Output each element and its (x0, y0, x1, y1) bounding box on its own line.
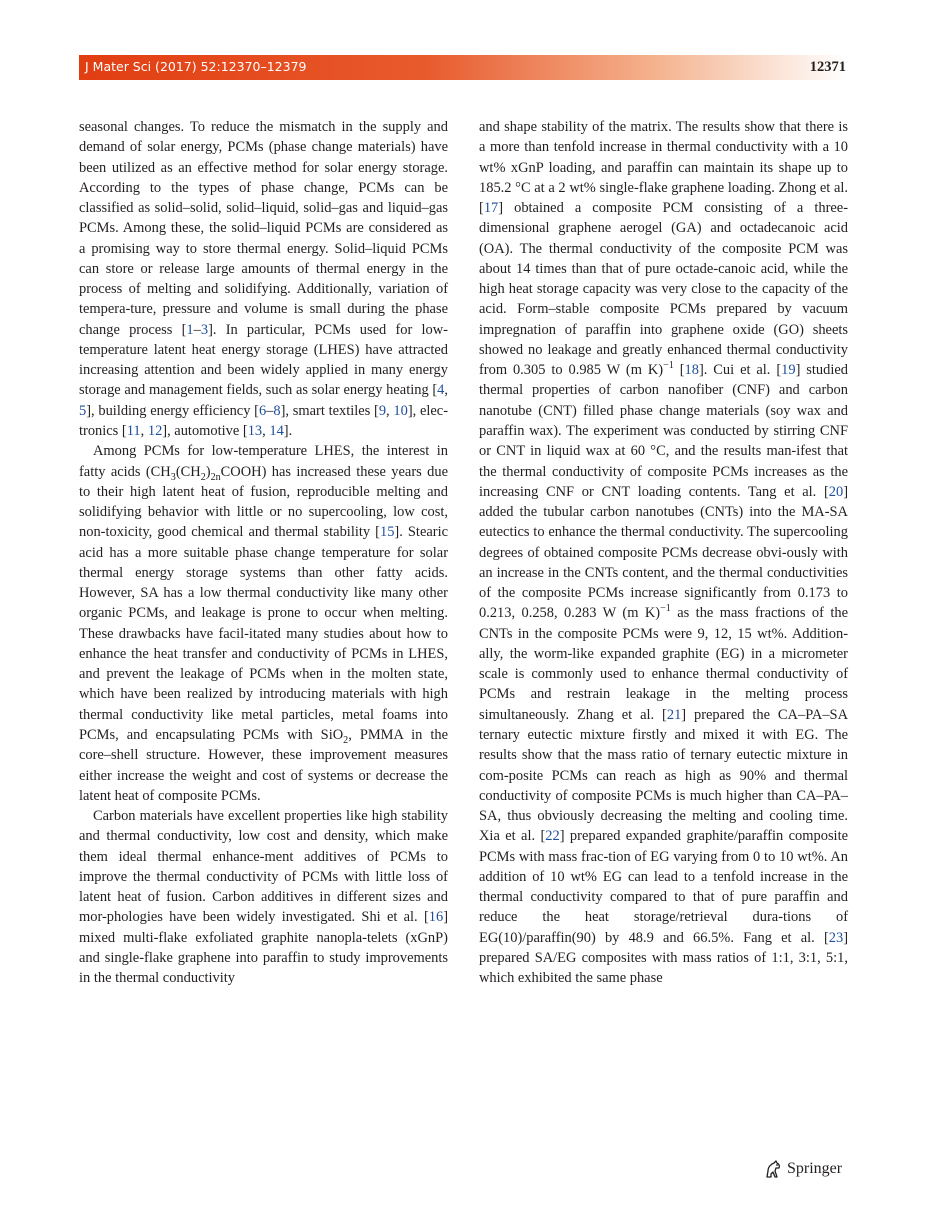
paragraph: Carbon materials have excellent properties like high stability and thermal conductivity, low cost and density, which make them ideal thermal enhance-ment additives of PCMs to improve the thermal conductivity of PCMs with little loss of latent heat of fusion. Carbon additives in different sizes and mor-phologies have been widely investigated. Shi et al. [16] mixed multi-flake exfoliated graphite nanopla-telets (xGnP) and single-flake graphene into paraffin to study improvements in the thermal conductivity (79, 808, 448, 987)
publisher-logo-group (763, 1158, 842, 1180)
paragraph: seasonal changes. To reduce the mismatch in the supply and demand of solar energy, PCMs (phase change materials) have been utilized as an effective method for solar energy storage. According to the types of phase change, PCMs can be classified as solid–solid, solid–liquid, solid–gas and liquid–gas PCMs. Among these, the solid–liquid PCMs are considered as a promising way to store thermal energy. Solid–liquid PCMs can store or release large amounts of thermal energy in the process of melting and solidifying. Additionally, variation of tempera-ture, pressure and volume is small during the phase change process [1–3]. In particular, PCMs used for low-temperature latent heat energy storage (LHES) have attracted increasing attention and been widely applied in many energy storage and management fields, such as solar energy heating [4, 5], building energy efficiency [6–8], smart textiles [9, 10], elec-tronics [11, 12], automotive [13, 14]. (79, 119, 449, 439)
citation-link[interactable]: 12 (147, 422, 163, 439)
citation-link[interactable]: 9 (378, 402, 387, 419)
citation-link[interactable]: 5 (79, 402, 87, 419)
citation-link[interactable]: 16 (428, 909, 444, 926)
citation-link[interactable]: 13 (247, 422, 263, 439)
right-column (479, 117, 848, 988)
citation-link[interactable]: 4 (437, 382, 445, 399)
journal-reference: J Mater Sci (2017) 52:12370–12379 (85, 59, 307, 74)
citation-link[interactable]: 23 (828, 929, 844, 946)
paragraph: and shape stability of the matrix. The results show that there is a more than tenfold increase in thermal conductivity with a 10 wt% xGnP loading, and paraffin can maintain its shape up to 185.2 °C at a 2 wt% single-flake graphene loading. Zhong et al. [17] obtained a composite PCM consisting of a three-dimensional graphene aerogel (GA) and octadecanoic acid (OA). The thermal conductivity of the composite PCM was about 14 times than that of pure octade-canoic acid, while the high heat storage capacity was very close to the capacity of the acid. Form–stable composite PCMs prepared by vacuum impregnation of paraffin into graphene oxide (GO) sheets showed no leakage and greatly enhanced thermal conductivity from 0.305 to 0.985 W (m K)$^{-1}$ [18]. Cui et al. [19] studied thermal properties of carbon nanofiber (CNF) and carbon nanotube (CNT) filled phase change materials (soy wax and paraffin wax). The experiment was conducted by stirring CNF or CNT in liquid wax at 60 °C, and the results man-ifest that the thermal conductivity of composite PCMs increases as the increasing CNF or CNT loading contents. Tang et al. [20] added the tubular carbon nanotubes (CNTs) into the MA-SA eutectics to enhance the thermal conductivity. The supercooling degrees of obtained composite PCMs decrease obvi-ously with an increase in the CNTs content, and the thermal conductivities of the composite PCMs increase significantly from 0.173 to 0.213, 0.258, 0.283 W (m K)$^{-1}$ as the mass fractions of the CNTs in the composite PCMs were 9, 12, 15 wt%. Addition-ally, the worm-like expanded graphite (EG) in a micrometer scale is commonly used to enhance thermal conductivity of PCMs and restrain leakage in the melting process simultaneously. Zhang et al. [21] prepared the CA–PA–SA ternary eutectic mixture firstly and mixed it with EG. The results show that the mass ratio of ternary eutectic mixture in com-posite PCMs can reach as high as 90% and thermal conductivity of composite PCMs is much higher than CA–PA–SA, thus obviously decreasing the melting and cooling time. Xia et al. [22] prepared expanded graphite/paraffin composite PCMs with mass frac-tion of EG varying from 0 to 10 wt%. An addition of 10 wt% EG can lead to a tenfold increase in the thermal conductivity compared to that of pure paraffin and reduce the heat storage/retrieval dura-tions of EG(10)/paraffin(90) by 48.9 and 66.5%. Fang et al. [23] prepared SA/EG composites with mass ratios of 1:1, 3:1, 5:1, which exhibited the same phase (479, 119, 849, 987)
left-column (79, 117, 448, 988)
citation-link[interactable]: 19 (781, 362, 796, 379)
springer-horse-icon (763, 1159, 783, 1179)
citation-link[interactable]: 10 (393, 402, 408, 419)
page-number: 12371 (809, 59, 846, 75)
citation-link[interactable]: 20 (828, 483, 844, 500)
citation-link[interactable]: 17 (483, 200, 499, 217)
citation-link[interactable]: 1 (186, 321, 194, 338)
paragraph: Among PCMs for low-temperature LHES, the interest in fatty acids $(CH_3(CH_2)_{2n}COOH)$ has increased these years due to their high latent heat of fusion, reproducible melting and solidifying behavior with little or no supercooling, low cost, non-toxicity, good chemical and thermal stability [15]. Stearic acid has a more suitable phase change temperature for solar thermal energy storage systems than other fatty acids. However, SA has a low thermal conductivity like many other organic PCMs, and leakage is prone to occur when melting. These drawbacks have facil-itated many studies about how to enhance the heat transfer and conductivity of PCMs in LHES, and prevent the leakage of PCMs when in the molten state, which have been realized by introducing materials with high thermal conductivity like metal particles, metal foams into PCMs, and encapsulating PCMs with SiO$_2$, PMMA in the core–shell structure. However, these improvement measures either increase the weight and cost of systems or decrease the latent heat of composite PCMs. (79, 443, 448, 804)
citation-link[interactable]: 21 (666, 706, 682, 723)
citation-link[interactable]: 14 (269, 422, 284, 439)
citation-link[interactable]: 8 (273, 402, 281, 419)
citation-link[interactable]: 22 (545, 828, 560, 845)
citation-link[interactable]: 15 (379, 524, 395, 541)
citation-link[interactable]: 3 (200, 321, 209, 338)
citation-link[interactable]: 11 (126, 422, 141, 439)
publisher-name: Springer (787, 1160, 843, 1177)
citation-link[interactable]: 6 (258, 402, 267, 419)
citation-link[interactable]: 18 (684, 362, 699, 379)
